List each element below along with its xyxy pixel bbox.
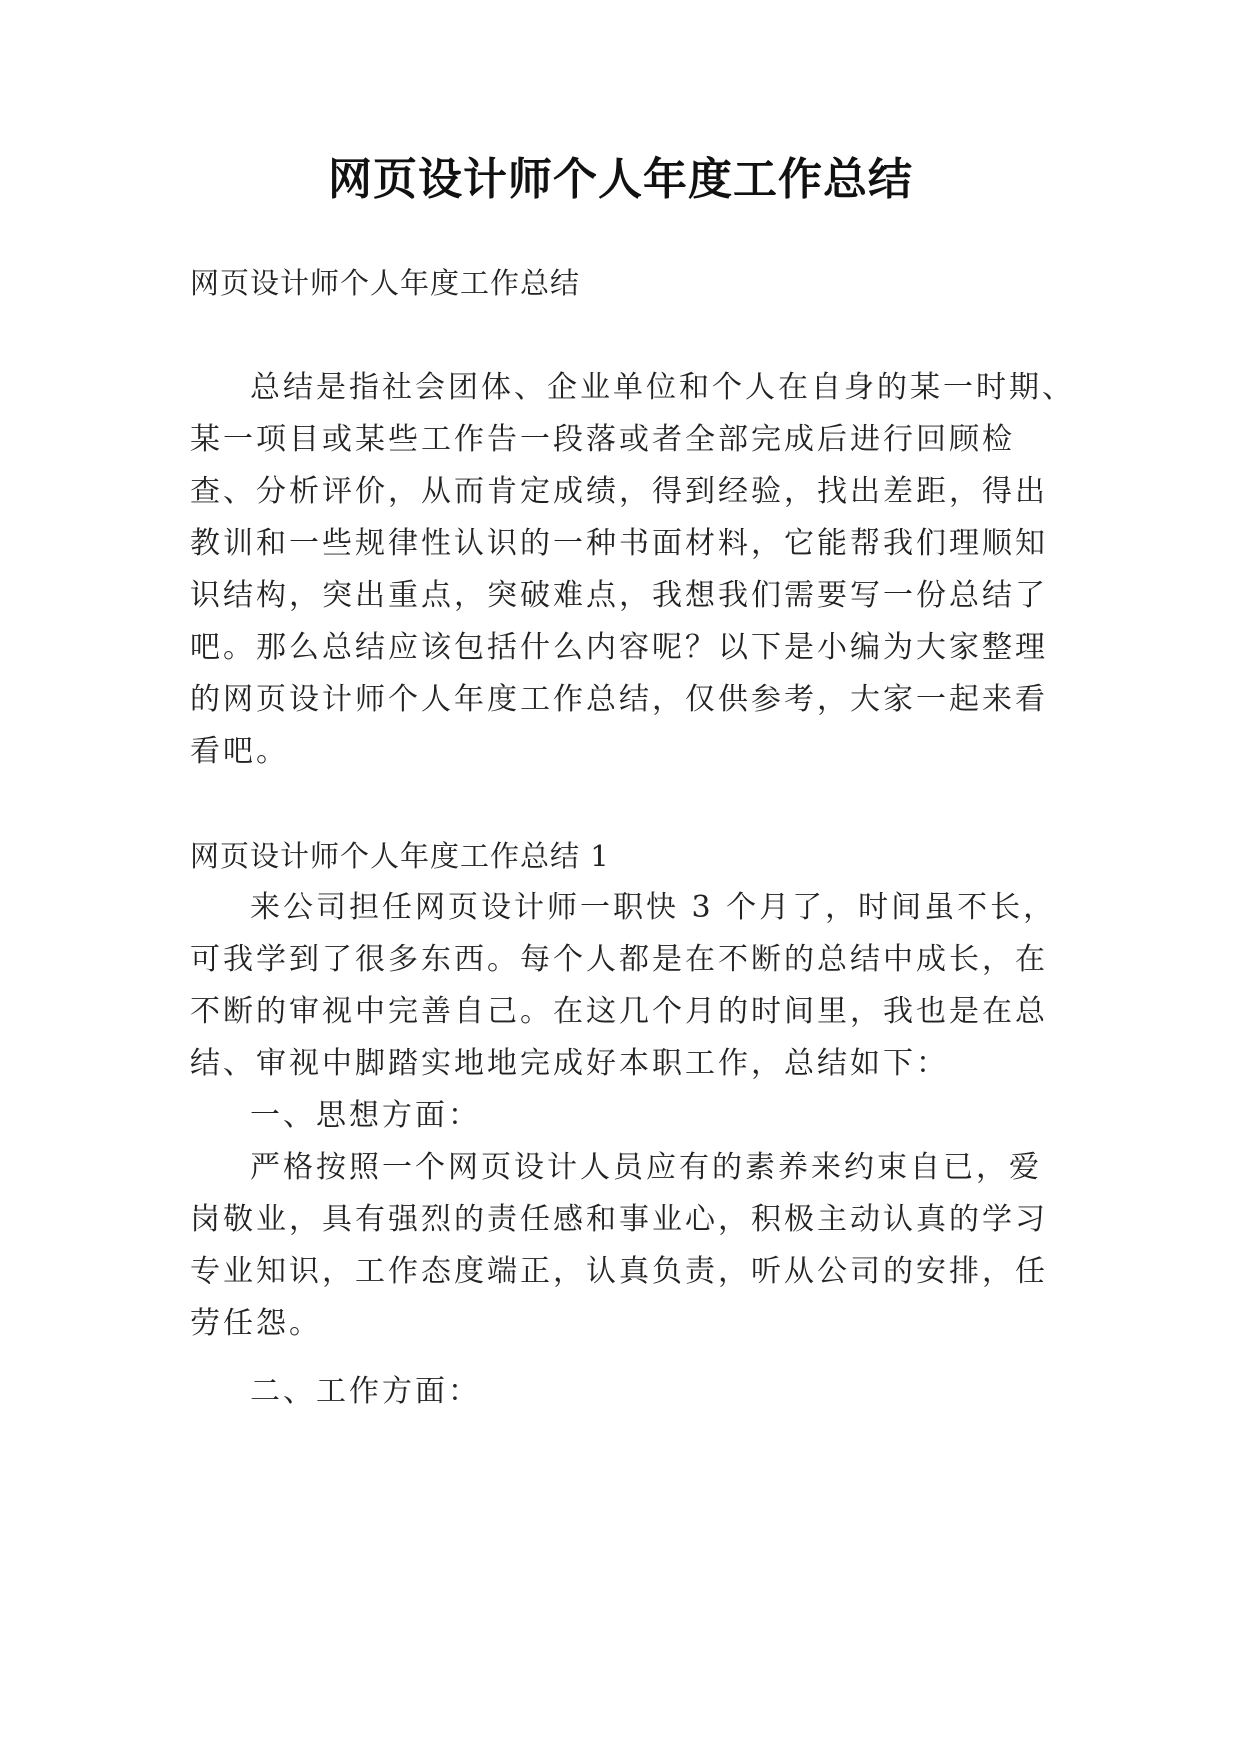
intro-line: 的网页设计师个人年度工作总结，仅供参考，大家一起来看 — [190, 682, 1048, 717]
document-title: 网页设计师个人年度工作总结 — [328, 154, 913, 205]
point-line: 严格按照一个网页设计人员应有的素养来约束自已，爱 — [250, 1150, 1042, 1185]
point-heading: 二、工作方面： — [250, 1374, 481, 1409]
section-line: 来公司担任网页设计师一职快 3 个月了，时间虽不长， — [250, 890, 1057, 925]
point-heading: 一、思想方面： — [250, 1098, 481, 1133]
section-heading: 网页设计师个人年度工作总结 1 — [190, 839, 610, 873]
document-subtitle: 网页设计师个人年度工作总结 — [190, 266, 581, 300]
intro-line: 看吧。 — [190, 734, 289, 769]
intro-line: 教训和一些规律性认识的一种书面材料，它能帮我们理顺知 — [190, 526, 1048, 561]
intro-line: 查、分析评价，从而肯定成绩，得到经验，找出差距，得出 — [190, 474, 1048, 509]
intro-line: 识结构，突出重点，突破难点，我想我们需要写一份总结了 — [190, 578, 1048, 613]
point-line: 岗敬业，具有强烈的责任感和事业心，积极主动认真的学习 — [190, 1202, 1048, 1237]
intro-line: 某一项目或某些工作告一段落或者全部完成后进行回顾检 — [190, 422, 1015, 457]
section-line: 不断的审视中完善自己。在这几个月的时间里，我也是在总 — [190, 994, 1048, 1029]
section-line: 结、审视中脚踏实地地完成好本职工作，总结如下： — [190, 1046, 949, 1081]
point-line: 劳任怨。 — [190, 1306, 322, 1341]
intro-line: 吧。那么总结应该包括什么内容呢？以下是小编为大家整理 — [190, 630, 1048, 665]
section-line: 可我学到了很多东西。每个人都是在不断的总结中成长，在 — [190, 942, 1048, 977]
intro-line: 总结是指社会团体、企业单位和个人在自身的某一时期、 — [250, 370, 1075, 405]
point-line: 专业知识，工作态度端正，认真负责，听从公司的安排，任 — [190, 1254, 1048, 1289]
